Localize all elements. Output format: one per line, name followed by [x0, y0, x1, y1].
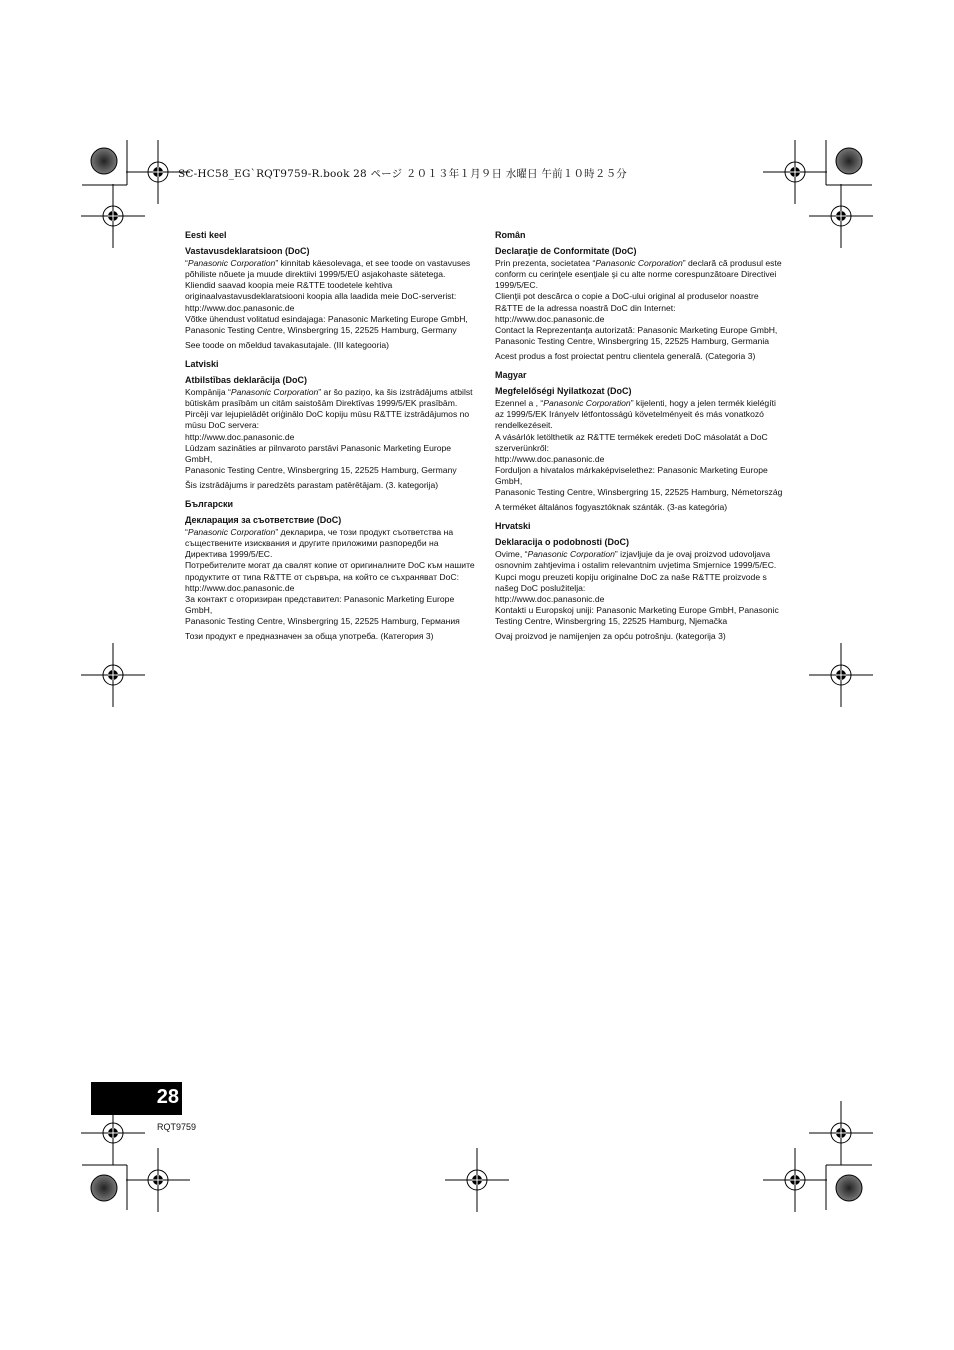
book-header: SC-HC58_EG`RQT9759-R.book 28 ページ ２０１３年１月９日 水曜日 午前１０時２５分	[178, 168, 627, 180]
declaration-line: http://www.doc.panasonic.de	[495, 453, 605, 464]
page-number-tab	[91, 1082, 182, 1115]
declaration-intro: Ovime, “Panasonic Corporation” izjavljuje da je ovaj proizvod udovoljava osnovnim zahtjevima i ostalim relevantnim uvjetima Smjernice 1999/5/EC.	[495, 549, 777, 571]
declaration-title: Atbilstības deklarācija (DoC)	[185, 375, 308, 386]
doc-section	[495, 230, 787, 362]
corporation-name: Panasonic Corporation	[543, 398, 631, 409]
declaration-line: Panasonic Testing Centre, Winsbergring 15, 22525 Hamburg, Germany	[185, 324, 457, 335]
declaration-title: Megfelelőségi Nyilatkozat (DoC)	[495, 386, 632, 397]
corporation-name: Panasonic Corporation	[595, 258, 683, 269]
declaration-intro: “Panasonic Corporation” декларира, че този продукт съответства на съществените изисквания и другите приложими разпоредби на Директива 1999/5/EC.	[185, 527, 454, 560]
doc-section	[185, 230, 477, 351]
corporation-name: Panasonic Corporation	[527, 549, 615, 560]
declaration-title: Vastavusdeklaratsioon (DoC)	[185, 246, 310, 257]
declaration-line: Panasonic Testing Centre, Winsbergring 15, 22525 Hamburg, Germania	[495, 335, 770, 346]
language-heading: Български	[185, 498, 234, 509]
page-number: 28	[156, 1086, 179, 1108]
doc-section	[495, 370, 787, 513]
doc-section	[185, 359, 477, 491]
category-note: Šis izstrādājums ir paredzēts parastam patērētājam. (3. kategorija)	[185, 479, 439, 490]
language-heading: Hrvatski	[495, 521, 531, 532]
declaration-line: Panasonic Testing Centre, Winsbergring 15, 22525 Hamburg, Германия	[185, 615, 460, 626]
star-target-bottom-left	[91, 1175, 117, 1201]
declaration-line: http://www.doc.panasonic.de	[185, 302, 295, 313]
declaration-line: Panasonic Testing Centre, Winsbergring 15, 22525 Hamburg, Germany	[185, 464, 457, 475]
declaration-line: Lūdzam sazināties ar pilnvaroto parstāvi Panasonic Marketing Europe GmbH,	[185, 442, 452, 464]
category-note: Acest produs a fost proiectat pentru clientela generală. (Categoria 3)	[495, 350, 756, 361]
declaration-title: Deklaracija o podobnosti (DoC)	[495, 537, 630, 548]
declaration-line: За контакт с оторизиран представител: Panasonic Marketing Europe GmbH,	[185, 593, 455, 615]
category-note: Ovaj proizvod je namijenjen za opću potrošnju. (kategorija 3)	[495, 631, 726, 641]
declaration-line: http://www.doc.panasonic.de	[185, 431, 295, 442]
left-column	[185, 230, 477, 650]
declaration-intro: Prin prezenta, societatea “Panasonic Corporation” declară că produsul este conform cu cerinţele esenţiale şi cu alte norme corespunzătoare Directivei 1999/5/EC.	[495, 258, 782, 291]
star-target-top-right	[836, 148, 862, 174]
category-note: Този продукт е предназначен за обща употреба. (Категория 3)	[185, 631, 434, 641]
doc-section	[495, 521, 787, 642]
right-column	[495, 230, 787, 650]
declaration-line: http://www.doc.panasonic.de	[185, 582, 295, 593]
declaration-line: http://www.doc.panasonic.de	[495, 313, 605, 324]
declaration-line: Võtke ühendust volitatud esindajaga: Panasonic Marketing Europe GmbH,	[185, 313, 468, 324]
declaration-intro: Ezennel a , “Panasonic Corporation” kijelenti, hogy a jelen termék kielégíti az 1999/5/EK Irányelv létfontosságú követelményeit és más vonatkozó rendelkezéseit.	[495, 398, 776, 431]
declaration-line: Kontakti u Europskoj uniji: Panasonic Marketing Europe GmbH, Panasonic Testing Centre, Winsbergring 15, 22525 Hamburg, Njemačka	[495, 604, 779, 626]
doc-section	[185, 499, 477, 642]
declaration-line: Contact la Reprezentanţa autorizată: Panasonic Marketing Europe GmbH,	[495, 324, 778, 335]
language-heading: Latviski	[185, 358, 219, 369]
declaration-line: Потребителите могат да свалят копие от оригиналните DoC към нашите продуктите от типа R&TTE от сървъра, на който се съхраняват DoC:	[185, 560, 475, 582]
declaration-line: Kliendid saavad koopia meie R&TTE toodetele kehtiva originaalvastavusdeklaratsiooni koopia alla laadida meie DoC-serverist:	[185, 280, 457, 302]
declaration-line: http://www.doc.panasonic.de	[495, 593, 605, 604]
declaration-title: Декларация за съответствие (DoC)	[185, 515, 342, 526]
declaration-intro: Kompānija “Panasonic Corporation” ar šo paziņo, ka šis izstrādājums atbilst būtiskām prasībām un citām saistošām Direktīvas 1999/5/EK prasībām.	[185, 387, 473, 409]
corporation-name: Panasonic Corporation	[187, 258, 276, 269]
language-heading: Magyar	[495, 370, 527, 381]
declaration-line: A vásárlók letölthetik az R&TTE termékek eredeti DoC másolatát a DoC szerverünkről:	[495, 431, 768, 453]
declaration-line: Panasonic Testing Centre, Winsbergring 15, 22525 Hamburg, Németország	[495, 486, 783, 497]
declaration-title: Declaraţie de Conformitate (DoC)	[495, 246, 637, 257]
declaration-line: Forduljon a hivatalos márkaképviselethez: Panasonic Marketing Europe GmbH,	[495, 464, 768, 486]
language-heading: Român	[495, 230, 526, 240]
corporation-name: Panasonic Corporation	[187, 527, 276, 538]
document-code: RQT9759	[157, 1122, 197, 1132]
language-heading: Eesti keel	[185, 230, 227, 240]
category-note: See toode on mõeldud tavakasutajale. (III kategooria)	[185, 339, 389, 350]
category-note: A terméket általános fogyasztóknak szánták. (3-as kategória)	[495, 502, 728, 513]
declaration-line: Clienţii pot descărca o copie a DoC-ului original al produselor noastre R&TTE de la adressa noastră DoC din Internet:	[495, 291, 759, 313]
declaration-intro: “Panasonic Corporation” kinnitab käesolevaga, et see toode on vastavuses põhiliste nõuete ja muude direktiivi 1999/5/EÜ asjakohaste sätetega.	[185, 258, 471, 280]
corporation-name: Panasonic Corporation	[230, 387, 319, 398]
star-target-top-left	[91, 148, 117, 174]
declaration-line: Pircēji var lejupielādēt oriģinālo DoC kopiju mūsu R&TTE izstrādājumos no mūsu DoC servera:	[185, 409, 470, 431]
star-target-bottom-right	[836, 1175, 862, 1201]
declaration-line: Kupci mogu preuzeti kopiju originalne DoC za naše R&TTE proizvode s našeg DoC poslužitelja:	[495, 571, 767, 593]
